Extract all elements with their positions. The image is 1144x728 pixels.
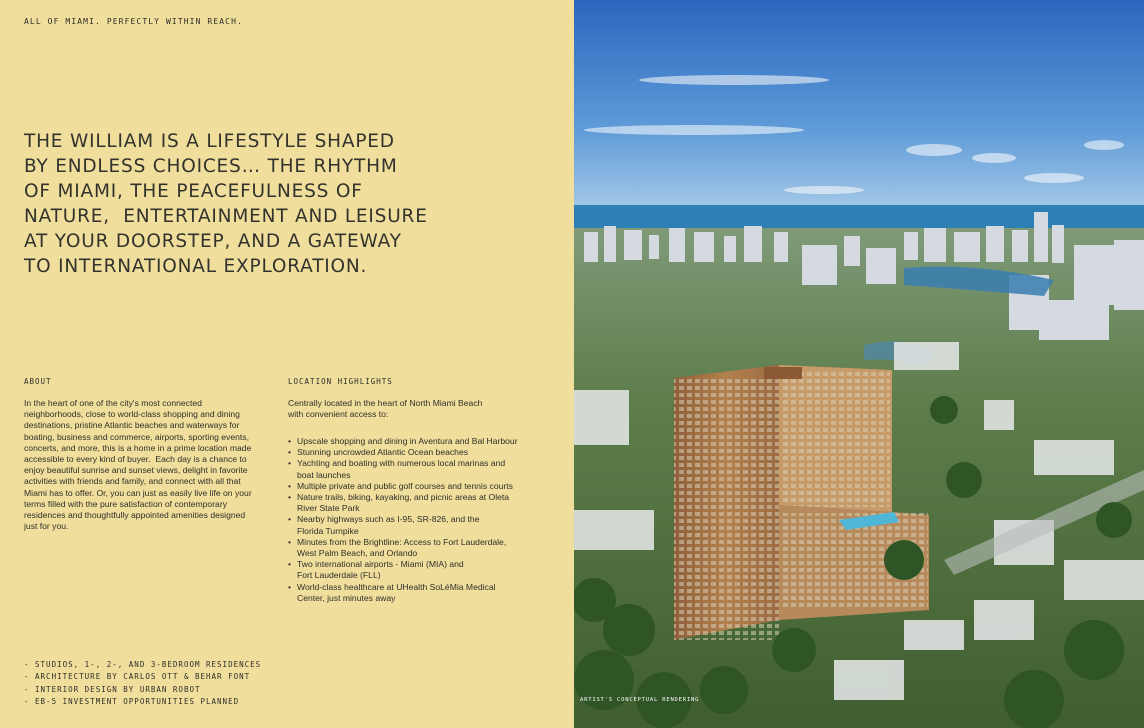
about-heading: ABOUT [24,377,52,386]
aerial-rendering [574,0,1144,728]
headline-line: AT YOUR DOORSTEP, AND A GATEWAY [24,231,402,252]
about-line: destinations, pristine Atlantic beaches and waterways for [24,420,240,431]
about-line: Miami has to offer. Or, you can just as easily live life on your [24,487,252,498]
list-item-line: • Upscale shopping and dining in Aventura and Bal Harbour [297,436,518,446]
list-item [288,436,558,447]
list-item-line: River State Park [297,503,360,514]
about-line: In the heart of one of the city's most connected [24,398,202,408]
headline-line: NATURE, ENTERTAINMENT AND LEISURE [24,206,428,227]
about-paragraph [24,398,274,532]
aerial-city-illustration [574,0,1144,728]
headline [24,129,434,279]
list-item-line: boat launches [297,469,351,480]
tagline: ALL OF MIAMI. PERFECTLY WITHIN REACH. [24,17,243,26]
list-item-line: • Yachting and boating with numerous local marinas and [297,458,506,469]
list-item [288,537,558,559]
headline-line: OF MIAMI, THE PEACEFULNESS OF [24,181,363,202]
feature-item: - STUDIOS, 1-, 2-, AND 3-BEDROOM RESIDENCES [24,660,262,669]
about-line: just for you. [24,521,69,532]
location-intro-line: with convenient access to: [288,409,389,420]
image-caption: ARTIST'S CONCEPTUAL RENDERING [580,697,700,703]
list-item-line: • Stunning uncrowded Atlantic Ocean beaches [297,447,469,458]
location-list [288,436,558,604]
about-line: enjoy beautiful sunrise and sunset views, delight in favorite [24,465,248,476]
list-item-line: • World-class healthcare at UHealth SoLéMia Medical [297,581,496,592]
tower [674,365,929,640]
list-item [288,559,558,581]
feature-item: - INTERIOR DESIGN BY URBAN ROBOT [24,684,201,694]
location-intro [288,398,548,420]
list-item-line: • Two international airports - Miami (MIA) and [297,559,464,570]
list-item-line: • Multiple private and public golf courses and tennis courts [297,480,513,491]
list-item-line: Fort Lauderdale (FLL) [297,570,381,581]
headline-line: TO INTERNATIONAL EXPLORATION. [24,256,368,277]
list-item [288,458,558,480]
about-line: accessible to every kind of buyer. Each day is a chance to [24,454,247,465]
list-item-line: Center, just minutes away [297,592,396,603]
list-item [288,481,558,492]
location-heading: LOCATION HIGHLIGHTS [288,377,393,386]
list-item-line: West Palm Beach, and Orlando [297,548,418,559]
list-item-line: • Nearby highways such as I-95, SR-826, and the [297,514,480,525]
about-line: neighborhoods, close to world-class shopping and dining [24,409,240,420]
headline-line: BY ENDLESS CHOICES… THE RHYTHM [24,156,398,177]
location-intro-line: Centrally located in the heart of North Miami Beach [288,398,483,408]
feature-list [24,659,261,709]
about-line: concerts, and more, this is a home in a prime location made [24,442,252,453]
list-item-line: • Nature trails, biking, kayaking, and picnic areas at Oleta [297,492,510,503]
about-line: residences and thoughtfully appointed amenities designed [24,510,246,521]
list-item [288,582,558,604]
about-line: activities with friends and family, and connect with all that [24,476,241,487]
list-item [288,492,558,514]
feature-item: - EB-5 INVESTMENT OPPORTUNITIES PLANNED [24,697,240,707]
list-item-line: • Minutes from the Brightline: Access to Fort Lauderdale, [297,536,507,547]
headline-line: THE WILLIAM IS A LIFESTYLE SHAPED [24,131,395,152]
list-item [288,447,558,458]
list-item [288,514,558,536]
about-line: boating, business and commerce, airports, sporting events, [24,431,249,442]
about-line: terms filled with the pure satisfaction of contemporary [24,498,227,509]
list-item-line: Florida Turnpike [297,525,359,536]
feature-item: - ARCHITECTURE BY CARLOS OTT & BEHAR FONT [24,672,251,682]
